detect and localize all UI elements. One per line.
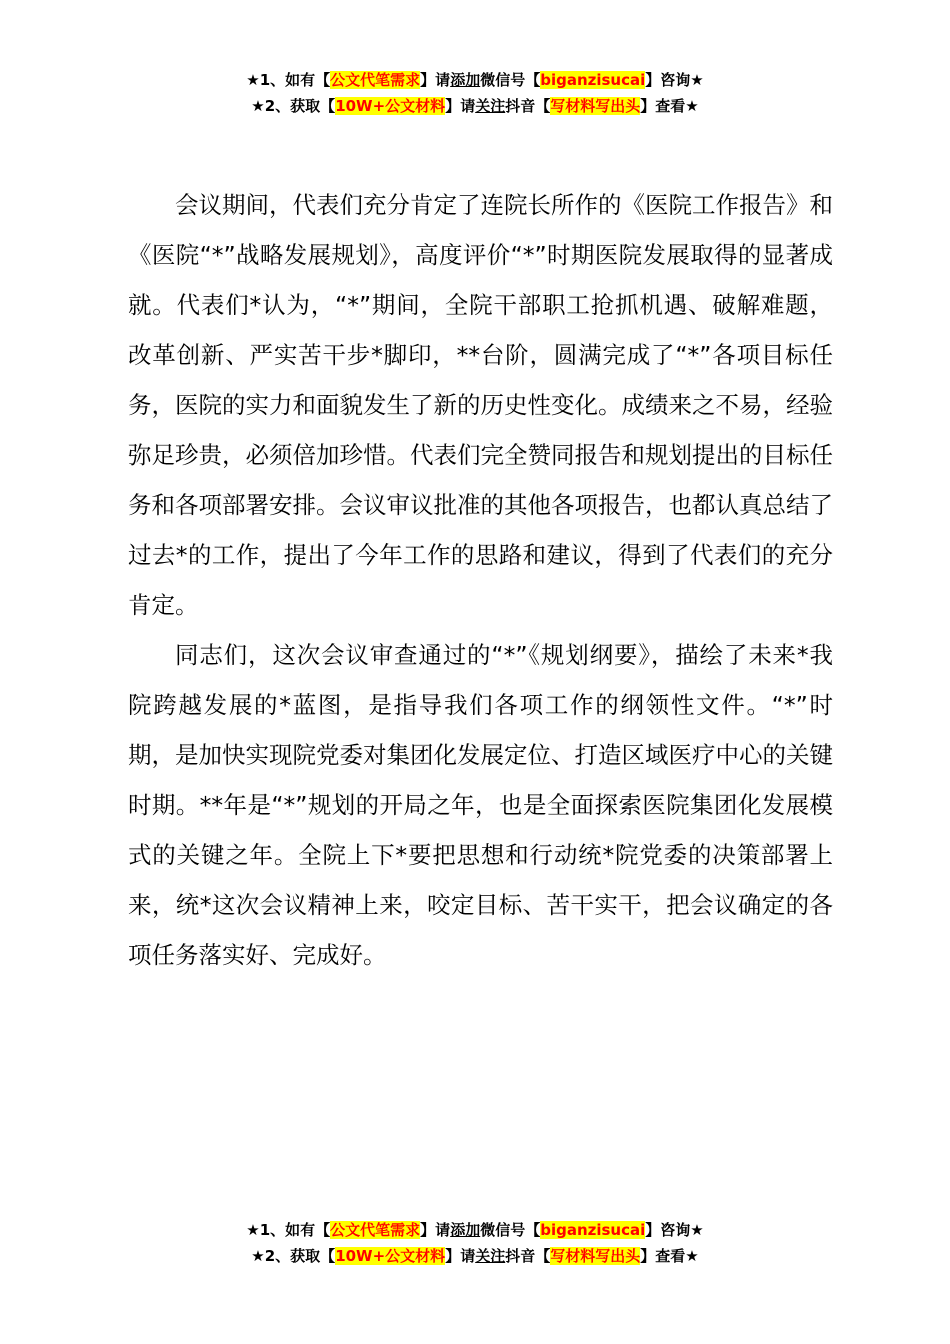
banner-line-1 xyxy=(0,67,950,93)
banner-highlight: 10W+公文材料 xyxy=(335,97,446,115)
paragraph: 会议期间，代表们充分肯定了连院长所作的《医院工作报告》和《医院“*”战略发展规划》，高度评价“*”时期医院发展取得的显著成就。代表们*认为，“*”期间，全院干部职工抢抓机遇、破解难题，改革创新、严实苦干步*脚印，**台阶，圆满完成了“*”各项目标任务，医院的实力和面貌发生了新的历史性变化。成绩来之不易，经验弥足珍贵，必须倍加珍惜。代表们完全赞同报告和规划提出的目标任务和各项部署安排。会议审议批准的其他各项报告，也都认真总结了过去*的工作，提出了今年工作的思路和建议，得到了代表们的充分肯定。 xyxy=(128,191,833,619)
banner-text: 】请 xyxy=(420,71,451,89)
banner-text: 微信号【 xyxy=(480,1221,541,1239)
banner-text: ★1、如有【 xyxy=(246,71,331,89)
banner-emphasis: 关注 xyxy=(475,97,506,115)
banner-line-2 xyxy=(0,1243,950,1269)
banner-text: 微信号【 xyxy=(480,71,541,89)
banner-text: 抖音【 xyxy=(505,97,551,115)
banner-text: 】咨询★ xyxy=(645,1221,704,1239)
banner-highlight: biganzisucai xyxy=(540,1221,646,1239)
banner-text: 抖音【 xyxy=(505,1247,551,1265)
footer-banner xyxy=(0,1217,950,1269)
banner-highlight: 公文代笔需求 xyxy=(330,1221,421,1239)
banner-text: ★2、获取【 xyxy=(251,1247,336,1265)
banner-text: ★1、如有【 xyxy=(246,1221,331,1239)
banner-text: 】查看★ xyxy=(640,97,699,115)
banner-text: 】咨询★ xyxy=(645,71,704,89)
banner-text: 】请 xyxy=(420,1221,451,1239)
banner-emphasis: 添加 xyxy=(450,1221,481,1239)
banner-emphasis: 添加 xyxy=(450,71,481,89)
paragraph: 同志们，这次会议审查通过的“*”《规划纲要》，描绘了未来*我院跨越发展的*蓝图，是指导我们各项工作的纲领性文件。“*”时期，是加快实现院党委对集团化发展定位、打造区域医疗中心的关键时期。**年是“*”规划的开局之年，也是全面探索医院集团化发展模式的关键之年。全院上下*要把思想和行动统*院党委的决策部署上来，统*这次会议精神上来，咬定目标、苦干实干，把会议确定的各项任务落实好、完成好。 xyxy=(128,641,833,969)
banner-text: 】请 xyxy=(445,97,476,115)
banner-text: 】查看★ xyxy=(640,1247,699,1265)
banner-highlight: 写材料写出头 xyxy=(550,1247,641,1265)
document-body xyxy=(128,180,833,980)
banner-highlight: biganzisucai xyxy=(540,71,646,89)
banner-emphasis: 关注 xyxy=(475,1247,506,1265)
banner-highlight: 10W+公文材料 xyxy=(335,1247,446,1265)
banner-line-1 xyxy=(0,1217,950,1243)
header-banner xyxy=(0,67,950,119)
banner-line-2 xyxy=(0,93,950,119)
banner-highlight: 公文代笔需求 xyxy=(330,71,421,89)
banner-text: 】请 xyxy=(445,1247,476,1265)
banner-text: ★2、获取【 xyxy=(251,97,336,115)
banner-highlight: 写材料写出头 xyxy=(550,97,641,115)
